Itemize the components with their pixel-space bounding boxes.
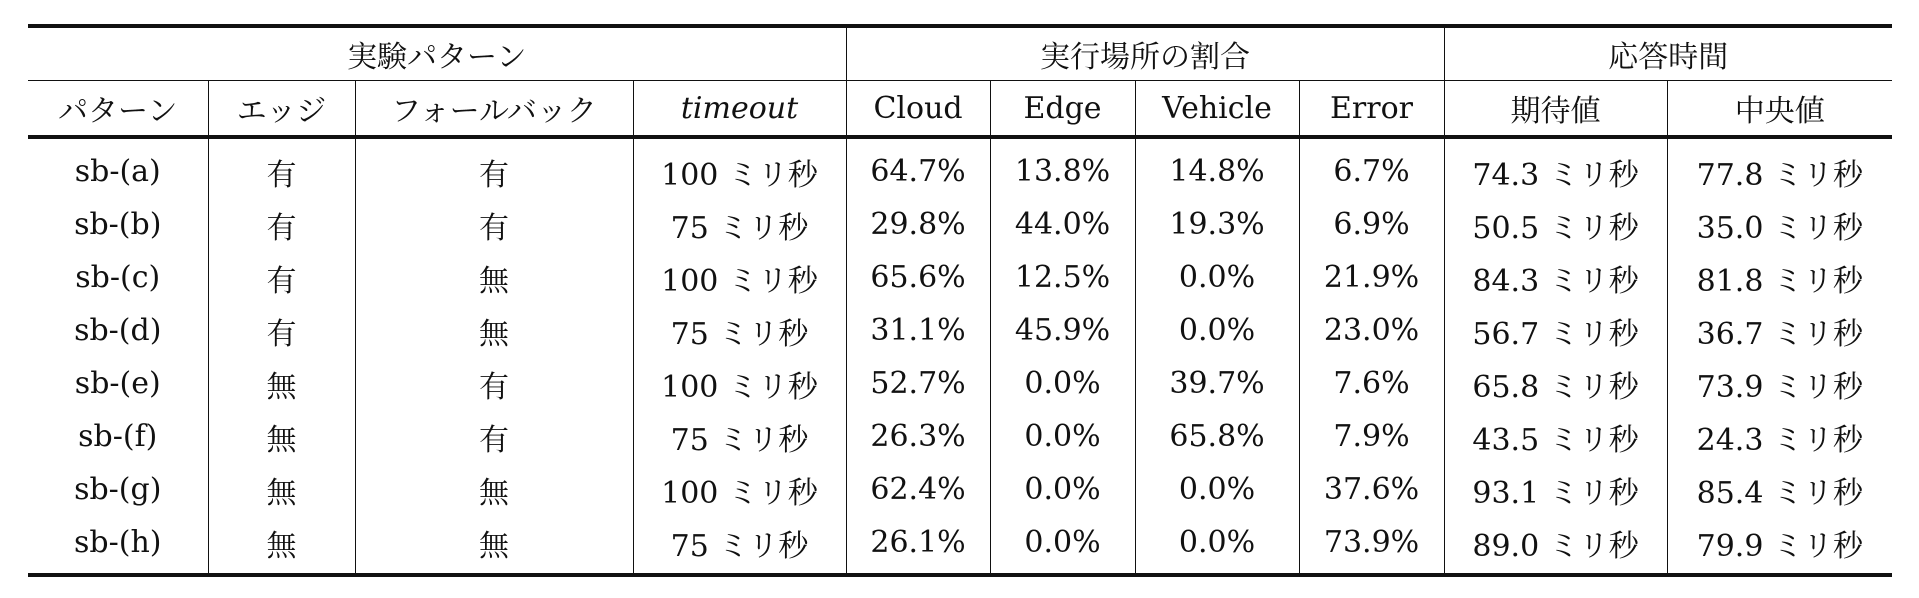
table-cell: 39.7% <box>1135 357 1299 410</box>
table-cell: 6.7% <box>1299 137 1444 198</box>
group-header-row <box>28 26 1892 81</box>
table-cell: sb-(c) <box>75 260 161 295</box>
table-cell: 62.4% <box>846 463 990 516</box>
table-cell: 有 <box>208 251 355 304</box>
column-header-cloud: Cloud <box>846 81 990 138</box>
table-cell: 23.0% <box>1299 304 1444 357</box>
table-cell: sb-(a) <box>74 154 161 189</box>
table-cell: 24.3 ミリ秒 <box>1667 410 1892 463</box>
table-cell: 65.6% <box>846 251 990 304</box>
table-cell: 45.9% <box>990 304 1135 357</box>
table-row <box>28 463 1892 516</box>
table-cell: 36.7 ミリ秒 <box>1667 304 1892 357</box>
column-header-vehicle: Vehicle <box>1135 81 1299 138</box>
table-cell: 64.7% <box>846 137 990 198</box>
table-cell: 81.8 ミリ秒 <box>1667 251 1892 304</box>
table-cell: sb-(g) <box>74 472 162 507</box>
table-row <box>28 198 1892 251</box>
table-row <box>28 516 1892 575</box>
table-cell: 13.8% <box>990 137 1135 198</box>
results-table-container <box>28 24 1892 577</box>
table-cell: 有 <box>208 304 355 357</box>
group-header-execution-ratio: 実行場所の割合 <box>846 26 1444 81</box>
table-cell: 74.3 ミリ秒 <box>1444 137 1667 198</box>
table-cell: 100 ミリ秒 <box>633 251 846 304</box>
table-cell: 26.3% <box>846 410 990 463</box>
table-cell: 31.1% <box>846 304 990 357</box>
table-cell: 65.8 ミリ秒 <box>1444 357 1667 410</box>
table-cell: 有 <box>355 198 633 251</box>
table-cell: 65.8% <box>1135 410 1299 463</box>
table-cell: sb-(h) <box>28 516 208 575</box>
table-cell: 0.0% <box>990 410 1135 463</box>
column-header-fallback: フォールバック <box>355 81 633 138</box>
table-cell: sb-(d) <box>74 313 162 348</box>
table-cell: 有 <box>355 410 633 463</box>
table-cell: 0.0% <box>1135 516 1299 575</box>
table-cell: 有 <box>355 357 633 410</box>
table-cell: 35.0 ミリ秒 <box>1667 198 1892 251</box>
table-cell: sb-(e) <box>74 366 161 401</box>
results-table <box>28 24 1892 577</box>
table-cell: 7.9% <box>1299 410 1444 463</box>
table-cell: 無 <box>208 516 355 575</box>
table-cell: 85.4 ミリ秒 <box>1667 463 1892 516</box>
table-row <box>28 251 1892 304</box>
group-header-response-time: 応答時間 <box>1444 26 1892 81</box>
column-header-edge: Edge <box>990 81 1135 138</box>
table-cell: 無 <box>355 251 633 304</box>
table-cell: 無 <box>355 516 633 575</box>
table-cell: sb-(f) <box>78 419 158 454</box>
table-cell: sb-(b) <box>74 207 162 242</box>
table-cell: 無 <box>208 410 355 463</box>
table-cell: 無 <box>208 463 355 516</box>
table-cell: 56.7 ミリ秒 <box>1444 304 1667 357</box>
table-cell: 有 <box>208 137 355 198</box>
table-cell: 89.0 ミリ秒 <box>1444 516 1667 575</box>
table-cell: 0.0% <box>1135 463 1299 516</box>
table-cell: 0.0% <box>990 357 1135 410</box>
table-cell: 37.6% <box>1299 463 1444 516</box>
column-header-edge-flag: エッジ <box>208 81 355 138</box>
table-cell: 21.9% <box>1299 251 1444 304</box>
table-cell: 77.8 ミリ秒 <box>1667 137 1892 198</box>
table-cell: 29.8% <box>846 198 990 251</box>
group-header-experiment-pattern: 実験パターン <box>28 26 846 81</box>
table-cell: 43.5 ミリ秒 <box>1444 410 1667 463</box>
table-cell: 14.8% <box>1135 137 1299 198</box>
table-cell: 無 <box>208 357 355 410</box>
table-cell: 26.1% <box>846 516 990 575</box>
table-cell: 無 <box>355 304 633 357</box>
column-header-expected-value: 期待値 <box>1444 81 1667 138</box>
table-cell: 73.9 ミリ秒 <box>1667 357 1892 410</box>
column-header-median: 中央値 <box>1667 81 1892 138</box>
table-cell: 有 <box>355 137 633 198</box>
table-cell: 75 ミリ秒 <box>633 198 846 251</box>
table-cell: 0.0% <box>1135 251 1299 304</box>
table-body <box>28 137 1892 575</box>
table-cell: 50.5 ミリ秒 <box>1444 198 1667 251</box>
table-cell: 無 <box>355 463 633 516</box>
table-cell: 12.5% <box>990 251 1135 304</box>
table-cell: 44.0% <box>990 198 1135 251</box>
table-cell: 0.0% <box>1135 304 1299 357</box>
table-row <box>28 137 1892 198</box>
table-cell: 0.0% <box>990 516 1135 575</box>
table-cell: 6.9% <box>1299 198 1444 251</box>
column-header-error: Error <box>1299 81 1444 138</box>
table-cell: 19.3% <box>1135 198 1299 251</box>
table-cell: 93.1 ミリ秒 <box>1444 463 1667 516</box>
table-cell: 100 ミリ秒 <box>633 463 846 516</box>
table-cell: 0.0% <box>990 463 1135 516</box>
table-cell: 84.3 ミリ秒 <box>1444 251 1667 304</box>
table-cell: 75 ミリ秒 <box>633 304 846 357</box>
table-cell: 75 ミリ秒 <box>633 410 846 463</box>
table-cell: 52.7% <box>846 357 990 410</box>
table-cell: 7.6% <box>1299 357 1444 410</box>
table-cell: 79.9 ミリ秒 <box>1667 516 1892 575</box>
column-header-timeout: timeout <box>633 81 846 138</box>
column-header-row <box>28 81 1892 138</box>
table-cell: 73.9% <box>1299 516 1444 575</box>
table-cell: 75 ミリ秒 <box>633 516 846 575</box>
table-cell: 有 <box>208 198 355 251</box>
column-header-pattern: パターン <box>28 81 208 138</box>
table-cell: 100 ミリ秒 <box>633 137 846 198</box>
table-row <box>28 357 1892 410</box>
table-cell: 100 ミリ秒 <box>633 357 846 410</box>
table-row <box>28 410 1892 463</box>
table-row <box>28 304 1892 357</box>
